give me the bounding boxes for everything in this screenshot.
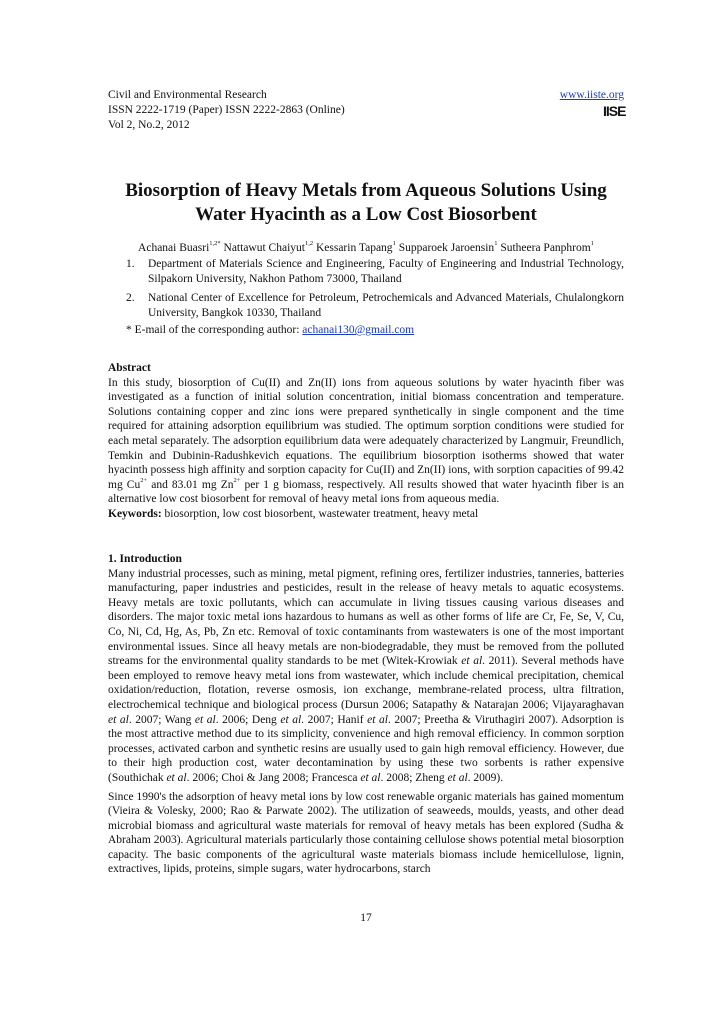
abstract-text <box>108 376 624 507</box>
superscript-charge: 2+ <box>140 476 148 484</box>
author-sup: 1,2* <box>209 240 221 247</box>
affiliation-list <box>126 257 624 325</box>
intro-text-part: . 2011). Several methods have been employed to remove heavy metal ions from wastewater, which include chemical precipitation, chemical oxidation/reduction, flotation, reverse osmosis, ion exchange, membrane-related process, ultra filtration, electrochemical technique and biological process (Dursun 2006; Satapathy & Natarajan 2006; Vijayaraghavan <box>108 655 624 711</box>
author-list <box>108 236 624 256</box>
author-name: Achanai Buasri <box>138 242 210 254</box>
introduction-section <box>108 552 624 877</box>
journal-name: Civil and Environmental Research <box>108 89 267 101</box>
intro-text-part: . 2007; Hanif <box>301 713 368 726</box>
et-al: et al <box>367 713 388 726</box>
intro-text-part: . 2006; Deng <box>215 713 281 726</box>
journal-url-link[interactable]: www.iiste.org <box>559 89 624 101</box>
et-al: et al <box>166 771 187 784</box>
intro-text-part: . 2007; Wang <box>128 713 195 726</box>
abstract-text-part: and 83.01 mg Zn <box>147 478 234 491</box>
affiliation-number: 2. <box>126 292 135 304</box>
logo-text: IISE <box>603 103 626 119</box>
abstract-text-part: In this study, biosorption of Cu(II) and Zn(II) ions from aqueous solutions by water hyacinth fiber was investigated as a function of initial solution concentration, initial biomass concentration and temperature. Solutions containing copper and zinc ions were prepared synthetically in single component and the time required for attaining adsorption equilibrium was studied. The optimum sorption conditions were studied for each metal separately. The adsorption equilibrium data were adequately characterized by Langmuir, Freundlich, Temkin and Dubinin-Radushkevich equations. The equilibrium biosorption isotherms showed that water hyacinth possess high affinity and sorption capacity for Cu(II) and Zn(II) ions, with sorption capacities of 99.42 mg Cu <box>108 376 624 491</box>
intro-paragraph-2: Since 1990's the adsorption of heavy metal ions by low cost renewable organic materials has gained momentum (Vieira & Volesky, 2000; Rao & Parwate 2002). The utilization of seaweeds, moulds, yeasts, and other dead microbial biomass and agricultural waste materials for removal of heavy metals has been explored (Sudha & Abraham 2003). Agricultural materials particularly those containing cellulose shows potential metal biosorption capacity. The basic components of the agricultural waste materials biomass include hemicellulose, lignin, extractives, lipids, proteins, simple sugars, water hydrocarbons, starch <box>108 790 624 876</box>
author-sup: 1,2 <box>304 240 314 247</box>
author-sup: 1 <box>590 240 594 247</box>
superscript-charge: 2+ <box>233 476 241 484</box>
page-number: 17 <box>360 912 372 924</box>
email-label: * E-mail of the corresponding author: <box>126 324 303 336</box>
journal-header <box>108 88 624 133</box>
paper-title <box>108 179 624 227</box>
affiliation-number: 1. <box>126 258 135 270</box>
journal-issn: ISSN 2222-1719 (Paper) ISSN 2222-2863 (Online) <box>108 104 345 116</box>
intro-text-part: Many industrial processes, such as mining, metal pigment, refining ores, fertilizer industries, tanneries, batteries manufacturing, paper industries and pesticides, result in the release of heavy metals to aquatic ecosystems. Heavy metals are toxic pollutants, which can accumulate in living tissues causing various diseases and disorders. The major toxic metal ions hazardous to humans as well as other forms of life are Cr, Fe, Se, V, Cu, Co, Ni, Cd, Hg, As, Pb, Zn etc. Removal of toxic contaminants from wastewaters is one of the most important environmental issues. Since all heavy metals are non-biodegradable, they must be removed from the polluted streams for the environmental quality standards to be met (Witek-Krowiak <box>108 567 624 668</box>
author-name: Kessarin Tapang <box>315 242 393 254</box>
author-sup: 1 <box>494 240 498 247</box>
intro-text-part: . 2009). <box>467 771 504 784</box>
intro-text-part: . 2006; Choi & Jang 2008; Francesca <box>186 771 361 784</box>
keywords-label: Keywords: <box>108 507 162 520</box>
keywords-text: biosorption, low cost biosorbent, wastewater treatment, heavy metal <box>161 507 479 520</box>
author-name: Sutheera Panphrom <box>500 242 591 254</box>
et-al: et al <box>360 771 381 784</box>
intro-paragraph-1 <box>108 567 624 786</box>
abstract-heading: Abstract <box>108 362 151 374</box>
abstract-text-part: per 1 g biomass, respectively. All results showed that water hyacinth fiber is an alternative low cost biosorbent for removal of heavy metal ions from aqueous media. <box>108 478 624 506</box>
keywords-line <box>108 507 624 522</box>
introduction-heading: 1. Introduction <box>108 553 182 565</box>
et-al: et al <box>194 713 216 726</box>
affiliation-item <box>126 291 624 320</box>
title-line-2: Water Hyacinth as a Low Cost Biosorbent <box>195 204 537 225</box>
affiliation-text: National Center of Excellence for Petroleum, Petrochemicals and Advanced Materials, Chulalongkorn University, Bangkok 10330, Thailand <box>148 292 624 319</box>
journal-volume: Vol 2, No.2, 2012 <box>108 119 190 131</box>
author-sup: 1 <box>392 240 396 247</box>
et-al: et al <box>280 713 302 726</box>
affiliation-text: Department of Materials Science and Engineering, Faculty of Engineering and Industrial Technology, Silpakorn University, Nakhon Pathom 73000, Thailand <box>148 258 624 285</box>
intro-text-part: . 2008; Zheng <box>380 771 448 784</box>
affiliation-item <box>126 257 624 286</box>
author-name: Supparoek Jaroensin <box>398 242 495 254</box>
abstract-section <box>108 361 624 522</box>
intro-text-part: . 2007; Preetha & Viruthagiri 2007). Adsorption is the most attractive method due to its simplicity, convenience and high removal efficiency. In common sorption processes, activated carbon and synthetic resins are usually used to gain high removal efficiency. However, due to their high production cost, water decontamination by using these two sorbents is rather expensive (Southichak <box>108 713 625 784</box>
et-al: et al <box>108 713 129 726</box>
et-al: et al <box>461 655 483 668</box>
iiste-logo <box>603 104 625 136</box>
title-line-1: Biosorption of Heavy Metals from Aqueous Solutions Using <box>125 180 607 201</box>
et-al: et al <box>447 771 468 784</box>
author-name: Nattawut Chaiyut <box>223 242 305 254</box>
corresponding-email <box>126 323 414 338</box>
email-link[interactable]: achanai130@gmail.com <box>302 324 415 336</box>
